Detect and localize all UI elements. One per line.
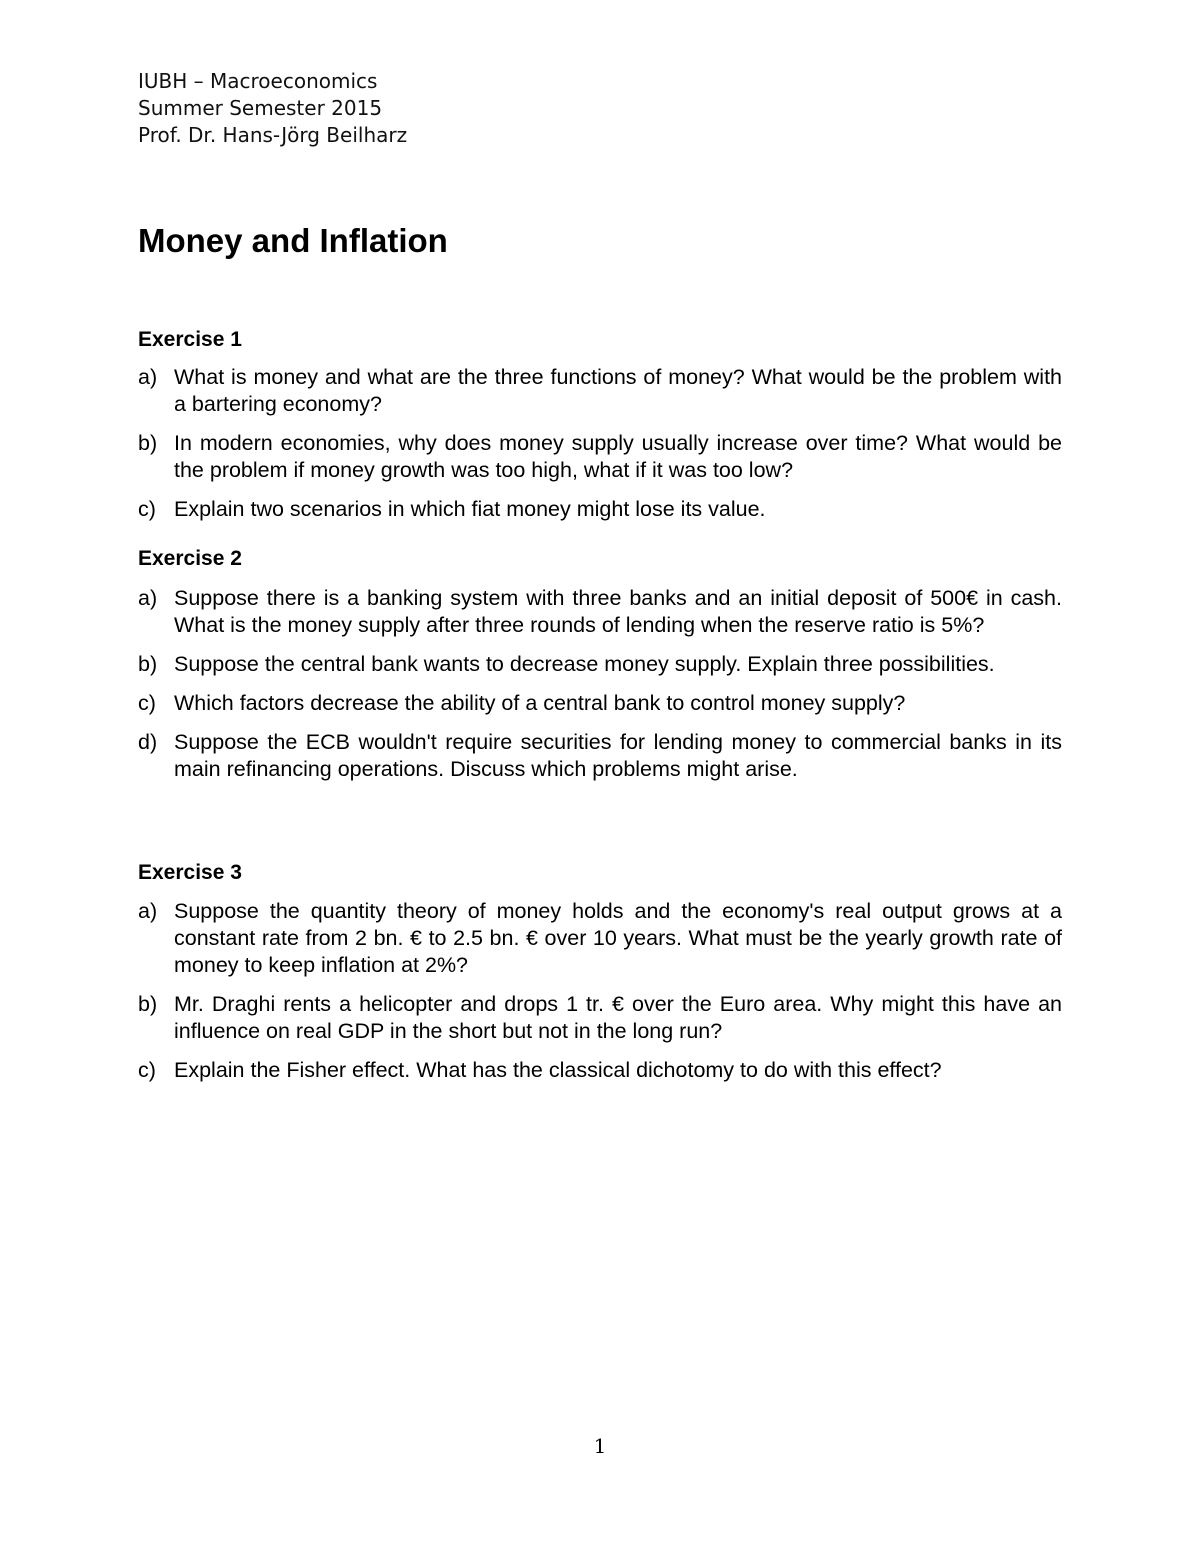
item-text: In modern economies, why does money supply usually increase over time? What would be the problem if money growth was too high, what if it was too low? xyxy=(174,431,1062,482)
exercise-2-item-b xyxy=(138,651,1062,678)
item-letter: c) xyxy=(138,497,156,521)
page-number: 1 xyxy=(593,1434,607,1458)
exercise-1-item-b xyxy=(138,430,1062,484)
document-header xyxy=(138,68,407,149)
semester-line: Summer Semester 2015 xyxy=(138,96,383,120)
exercise-3-list xyxy=(138,898,1062,1096)
exercise-2-item-d xyxy=(138,729,1062,783)
item-letter: b) xyxy=(138,431,158,455)
item-letter: d) xyxy=(138,730,158,754)
exercise-1-item-a xyxy=(138,364,1062,418)
exercise-1-heading: Exercise 1 xyxy=(138,328,242,351)
exercise-2-item-a xyxy=(138,585,1062,639)
exercise-1-list xyxy=(138,364,1062,535)
exercise-3-item-b xyxy=(138,991,1062,1045)
exercise-3-heading: Exercise 3 xyxy=(138,861,242,884)
item-letter: b) xyxy=(138,992,158,1016)
item-text: Mr. Draghi rents a helicopter and drops 1 tr. € over the Euro area. Why might this have an influence on real GDP in the short but not in the long run? xyxy=(174,992,1062,1043)
item-letter: b) xyxy=(138,652,158,676)
item-text: Suppose the quantity theory of money holds and the economy's real output grows at a constant rate from 2 bn. € to 2.5 bn. € over 10 years. What must be the yearly growth rate of money to keep inflation at 2%? xyxy=(174,899,1062,977)
item-text: Which factors decrease the ability of a central bank to control money supply? xyxy=(174,691,906,715)
page-title: Money and Inflation xyxy=(138,222,448,259)
item-text: Explain two scenarios in which fiat money might lose its value. xyxy=(174,497,766,521)
item-letter: a) xyxy=(138,899,158,923)
item-letter: c) xyxy=(138,691,156,715)
exercise-2-item-c xyxy=(138,690,1062,717)
item-text: Suppose the central bank wants to decrease money supply. Explain three possibilities. xyxy=(174,652,995,676)
professor-line: Prof. Dr. Hans-Jörg Beilharz xyxy=(138,123,408,147)
exercise-1-item-c xyxy=(138,496,1062,523)
item-letter: c) xyxy=(138,1058,156,1082)
exercise-3-item-a xyxy=(138,898,1062,979)
item-text: Explain the Fisher effect. What has the classical dichotomy to do with this effect? xyxy=(174,1058,942,1082)
item-text: Suppose the ECB wouldn't require securities for lending money to commercial banks in its main refinancing operations. Discuss which problems might arise. xyxy=(174,730,1062,781)
exercise-2-list xyxy=(138,585,1062,795)
exercise-2-heading: Exercise 2 xyxy=(138,547,242,570)
exercise-3-item-c xyxy=(138,1057,1062,1084)
item-letter: a) xyxy=(138,586,158,610)
course-line: IUBH – Macroeconomics xyxy=(138,69,378,93)
item-letter: a) xyxy=(138,365,158,389)
item-text: Suppose there is a banking system with three banks and an initial deposit of 500€ in cash. What is the money supply after three rounds of lending when the reserve ratio is 5%? xyxy=(174,586,1062,637)
item-text: What is money and what are the three functions of money? What would be the problem with a bartering economy? xyxy=(174,365,1062,416)
